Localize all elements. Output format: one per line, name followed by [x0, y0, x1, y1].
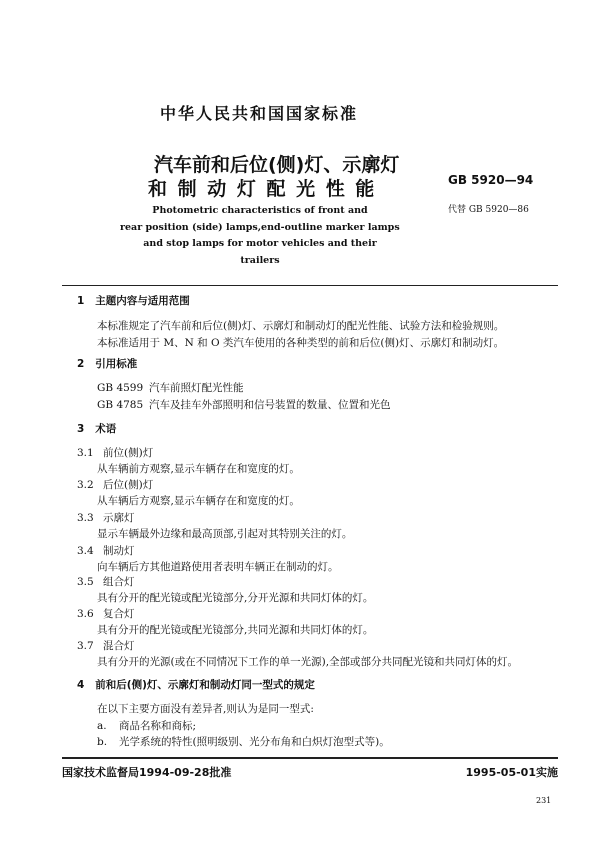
english-title-line: Photometric characteristics of front and: [152, 205, 368, 216]
issuing-header: 中华人民共和国国家标准: [160, 104, 359, 123]
footer-divider: [62, 757, 558, 759]
reference-item: GB 4785 汽车及挂车外部照明和信号装置的数量、位置和光色: [97, 399, 391, 411]
english-title-line: and stop lamps for motor vehicles and their trailers: [143, 238, 377, 266]
standard-number: GB 5920—94: [448, 173, 534, 187]
term-definition: 从车辆后方观察,显示车辆存在和宽度的灯。: [97, 495, 300, 507]
term-heading: 3.6 复合灯: [77, 608, 135, 620]
divider: [62, 285, 558, 286]
title-line-1: 汽车前和后位(侧)灯、示廓灯: [154, 154, 400, 176]
term-definition: 从车辆前方观察,显示车辆存在和宽度的灯。: [97, 463, 300, 475]
reference-item: GB 4599 汽车前照灯配光性能: [97, 382, 244, 394]
section-heading: 2 引用标准: [77, 358, 138, 370]
section-heading: 4 前和后(侧)灯、示廓灯和制动灯同一型式的规定: [77, 679, 315, 691]
paragraph: 本标准适用于 M、N 和 O 类汽车使用的各种类型的前和后位(侧)灯、示廓灯和制动灯。: [97, 337, 505, 349]
english-title: [120, 203, 400, 269]
term-heading: 3.4 制动灯: [77, 545, 135, 557]
english-title-line: rear position (side) lamps,end-outline marker lamps: [120, 221, 400, 233]
list-item: a. 商品名称和商标;: [97, 720, 197, 732]
term-heading: 3.1 前位(侧)灯: [77, 447, 154, 459]
term-definition: 具有分开的光源(或在不同情况下工作的单一光源),全部或部分共同配光镜和共同灯体的灯。: [97, 656, 519, 668]
effective-date: 1995-05-01实施: [465, 766, 558, 779]
replaces-note: 代替 GB 5920—86: [448, 205, 529, 215]
title-line-2: 和 制 动 灯 配 光 性 能: [148, 178, 375, 200]
term-definition: 向车辆后方其他道路使用者表明车辆正在制动的灯。: [97, 561, 339, 573]
list-item: b. 光学系统的特性(照明级别、光分布角和白炽灯泡型式等)。: [97, 736, 390, 748]
term-heading: 3.5 组合灯: [77, 576, 135, 588]
term-heading: 3.7 混合灯: [77, 640, 135, 652]
page-number: 231: [536, 796, 552, 805]
term-definition: 显示车辆最外边缘和最高顶部,引起对其特别关注的灯。: [97, 528, 353, 540]
term-definition: 具有分开的配光镜或配光镜部分,分开光源和共同灯体的灯。: [97, 592, 374, 604]
paragraph: 本标准规定了汽车前和后位(侧)灯、示廓灯和制动灯的配光性能、试验方法和检验规则。: [97, 320, 505, 332]
term-definition: 具有分开的配光镜或配光镜部分,共同光源和共同灯体的灯。: [97, 624, 374, 636]
term-heading: 3.3 示廓灯: [77, 512, 135, 524]
approval-date: 国家技术监督局1994-09-28批准: [62, 766, 232, 779]
section-heading: 1 主题内容与适用范围: [77, 295, 190, 307]
term-heading: 3.2 后位(侧)灯: [77, 479, 154, 491]
paragraph: 在以下主要方面没有差异者,则认为是同一型式:: [97, 703, 314, 715]
section-heading: 3 术语: [77, 423, 117, 435]
